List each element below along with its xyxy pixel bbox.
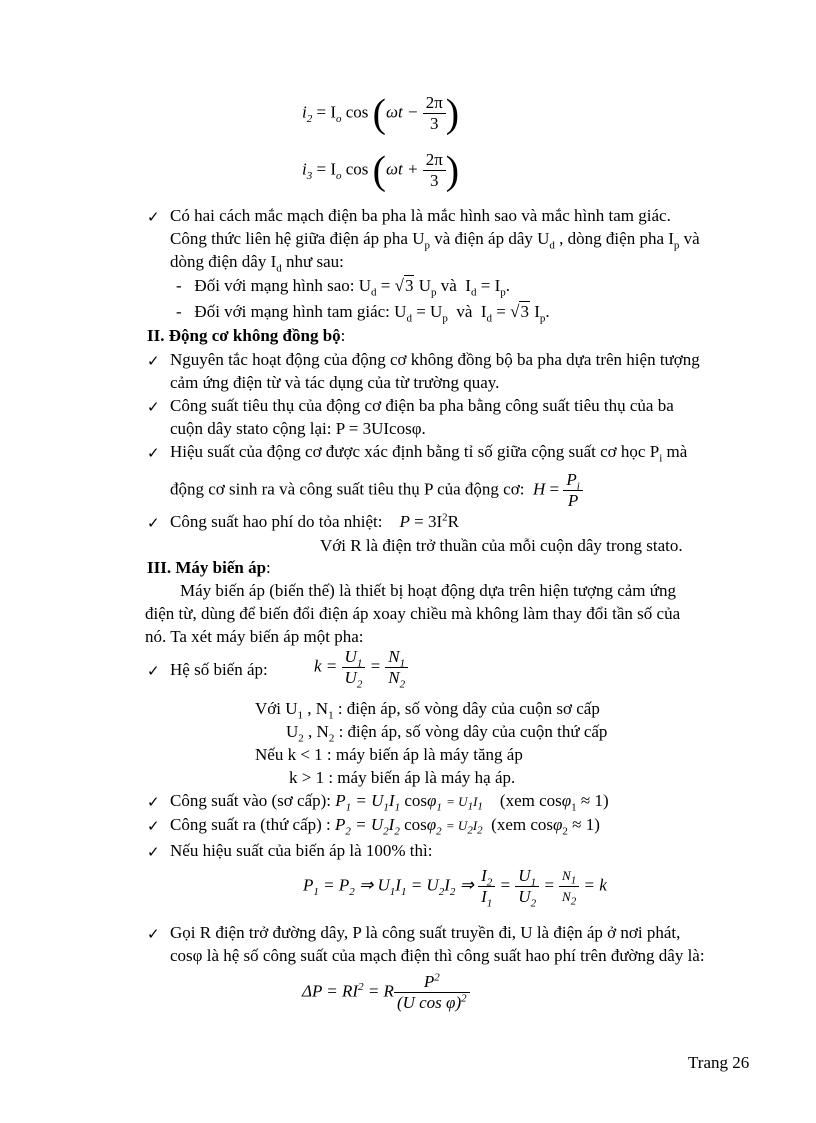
motor-power-l1: Công suất tiêu thụ của động cơ điện ba pha bằng công suất tiêu thụ của ba <box>170 396 674 415</box>
with-secondary: $U_2$ , $N_2$ : điện áp, số vòng dây của cuộn thứ cấp <box>286 722 608 745</box>
check-icon: ✓ <box>147 817 160 835</box>
three-phase-line2: Công thức liên hệ giữa điện áp pha $U_p$ và điện áp dây $U_d$ , dòng điện pha $I_p$ và <box>170 229 700 252</box>
equation-i3: $i_3 = I_o$ cos (ωt + $\frac{2\pi}{3}$ ) <box>302 147 460 193</box>
transformer-intro-l3: nó. Ta xét máy biến áp một pha: <box>145 627 364 646</box>
motor-efficiency-l2: động cơ sinh ra và công suất tiêu thụ P của động cơ: H = $\frac{P_i}{P}$ <box>170 470 583 511</box>
section-3-heading: III. Máy biến áp: <box>147 558 271 577</box>
equation-i2: $i_2 = I_o$ cos (ωt − $\frac{2\pi}{3}$ ) <box>302 90 460 136</box>
efficiency-condition: Nếu hiệu suất của biến áp là 100% thì: <box>170 841 433 860</box>
three-phase-line1: Có hai cách mắc mạch điện ba pha là mắc hình sao và mắc hình tam giác. <box>170 206 671 225</box>
ideal-transformer-equation: $P_1 = P_2$ ⇒ $U_1I_1 = U_2I_2$ ⇒ $\frac{I_2}{I_1}$ = $\frac{U_1}{U_2}$ = $\frac{N_1}{N_2}$ = k <box>303 866 607 910</box>
check-icon: ✓ <box>147 843 160 861</box>
check-icon: ✓ <box>147 925 160 943</box>
heat-loss-note: Với R là điện trở thuần của mỗi cuộn dây trong stato. <box>320 536 683 555</box>
motor-efficiency-l1: Hiệu suất của động cơ được xác định bằng tỉ số giữa cộng suất cơ học $P_i$ mà <box>170 442 688 465</box>
check-icon: ✓ <box>147 352 160 370</box>
power-in: Công suất vào (sơ cấp): $P_1 = U_1I_1$ $\cos\varphi_1 = U_1I_1$ (xem cosφ$_1$ ≈ 1) <box>170 791 609 814</box>
with-primary: Với $U_1$ , $N_1$ : điện áp, số vòng dây của cuộn sơ cấp <box>255 699 600 722</box>
three-phase-line3: dòng điện dây $I_d$ như sau: <box>170 252 344 275</box>
check-icon: ✓ <box>147 662 160 680</box>
line-loss-l1: Gọi R điện trở đường dây, P là công suất truyền đi, U là điện áp ở nơi phát, <box>170 923 681 942</box>
step-down-condition: k > 1 : máy biến áp là máy hạ áp. <box>289 768 516 787</box>
step-up-condition: Nếu k < 1 : máy biến áp là máy tăng áp <box>255 745 523 764</box>
transformer-intro-l1: Máy biến áp (biến thế) là thiết bị hoạt động dựa trên hiện tượng cảm ứng <box>180 581 676 600</box>
power-out: Công suất ra (thứ cấp) : $P_2 = U_2I_2$ $\cos\varphi_2 = U_2I_2$ (xem cosφ$_2$ ≈ 1) <box>170 815 600 838</box>
motor-principle-l1: Nguyên tắc hoạt động của động cơ không đồng bộ ba pha dựa trên hiện tượng <box>170 350 700 369</box>
check-icon: ✓ <box>147 793 160 811</box>
triangle-connection: - Đối với mạng hình tam giác: $U_d = U_p$ và $I_d = √3$ $I_p$. <box>176 302 550 325</box>
check-icon: ✓ <box>147 444 160 462</box>
transformer-intro-l2: điện từ, dùng để biến đổi điện áp xoay chiều mà không làm thay đổi tần số của <box>145 604 681 623</box>
motor-principle-l2: cảm ứng điện từ và tác dụng của từ trường quay. <box>170 373 500 392</box>
check-icon: ✓ <box>147 398 160 416</box>
line-loss-formula: $\Delta P = RI^2 = R$ $\frac{P^2}{(U \cos \varphi)^2}$ <box>302 972 470 1013</box>
heat-loss: Công suất hao phí do tỏa nhiệt: $P = 3I^2R$ <box>170 511 459 531</box>
motor-power-l2: cuộn dây stato cộng lại: P = 3UIcosφ. <box>170 419 426 438</box>
section-2-heading: II. Động cơ không đồng bộ: <box>147 326 346 345</box>
ratio-formula: k = $\frac{U_1}{U_2}$ = $\frac{N_1}{N_2}$ <box>314 647 408 688</box>
check-icon: ✓ <box>147 514 160 532</box>
star-connection: - Đối với mạng hình sao: $U_d = √3$ $U_p$ và $I_d = I_p$. <box>176 276 510 299</box>
ratio-label: Hệ số biến áp: <box>170 660 268 679</box>
line-loss-l2: cosφ là hệ số công suất của mạch điện thì công suất hao phí trên đường dây là: <box>170 946 705 965</box>
check-icon: ✓ <box>147 208 160 226</box>
page-number: Trang 26 <box>688 1053 750 1072</box>
